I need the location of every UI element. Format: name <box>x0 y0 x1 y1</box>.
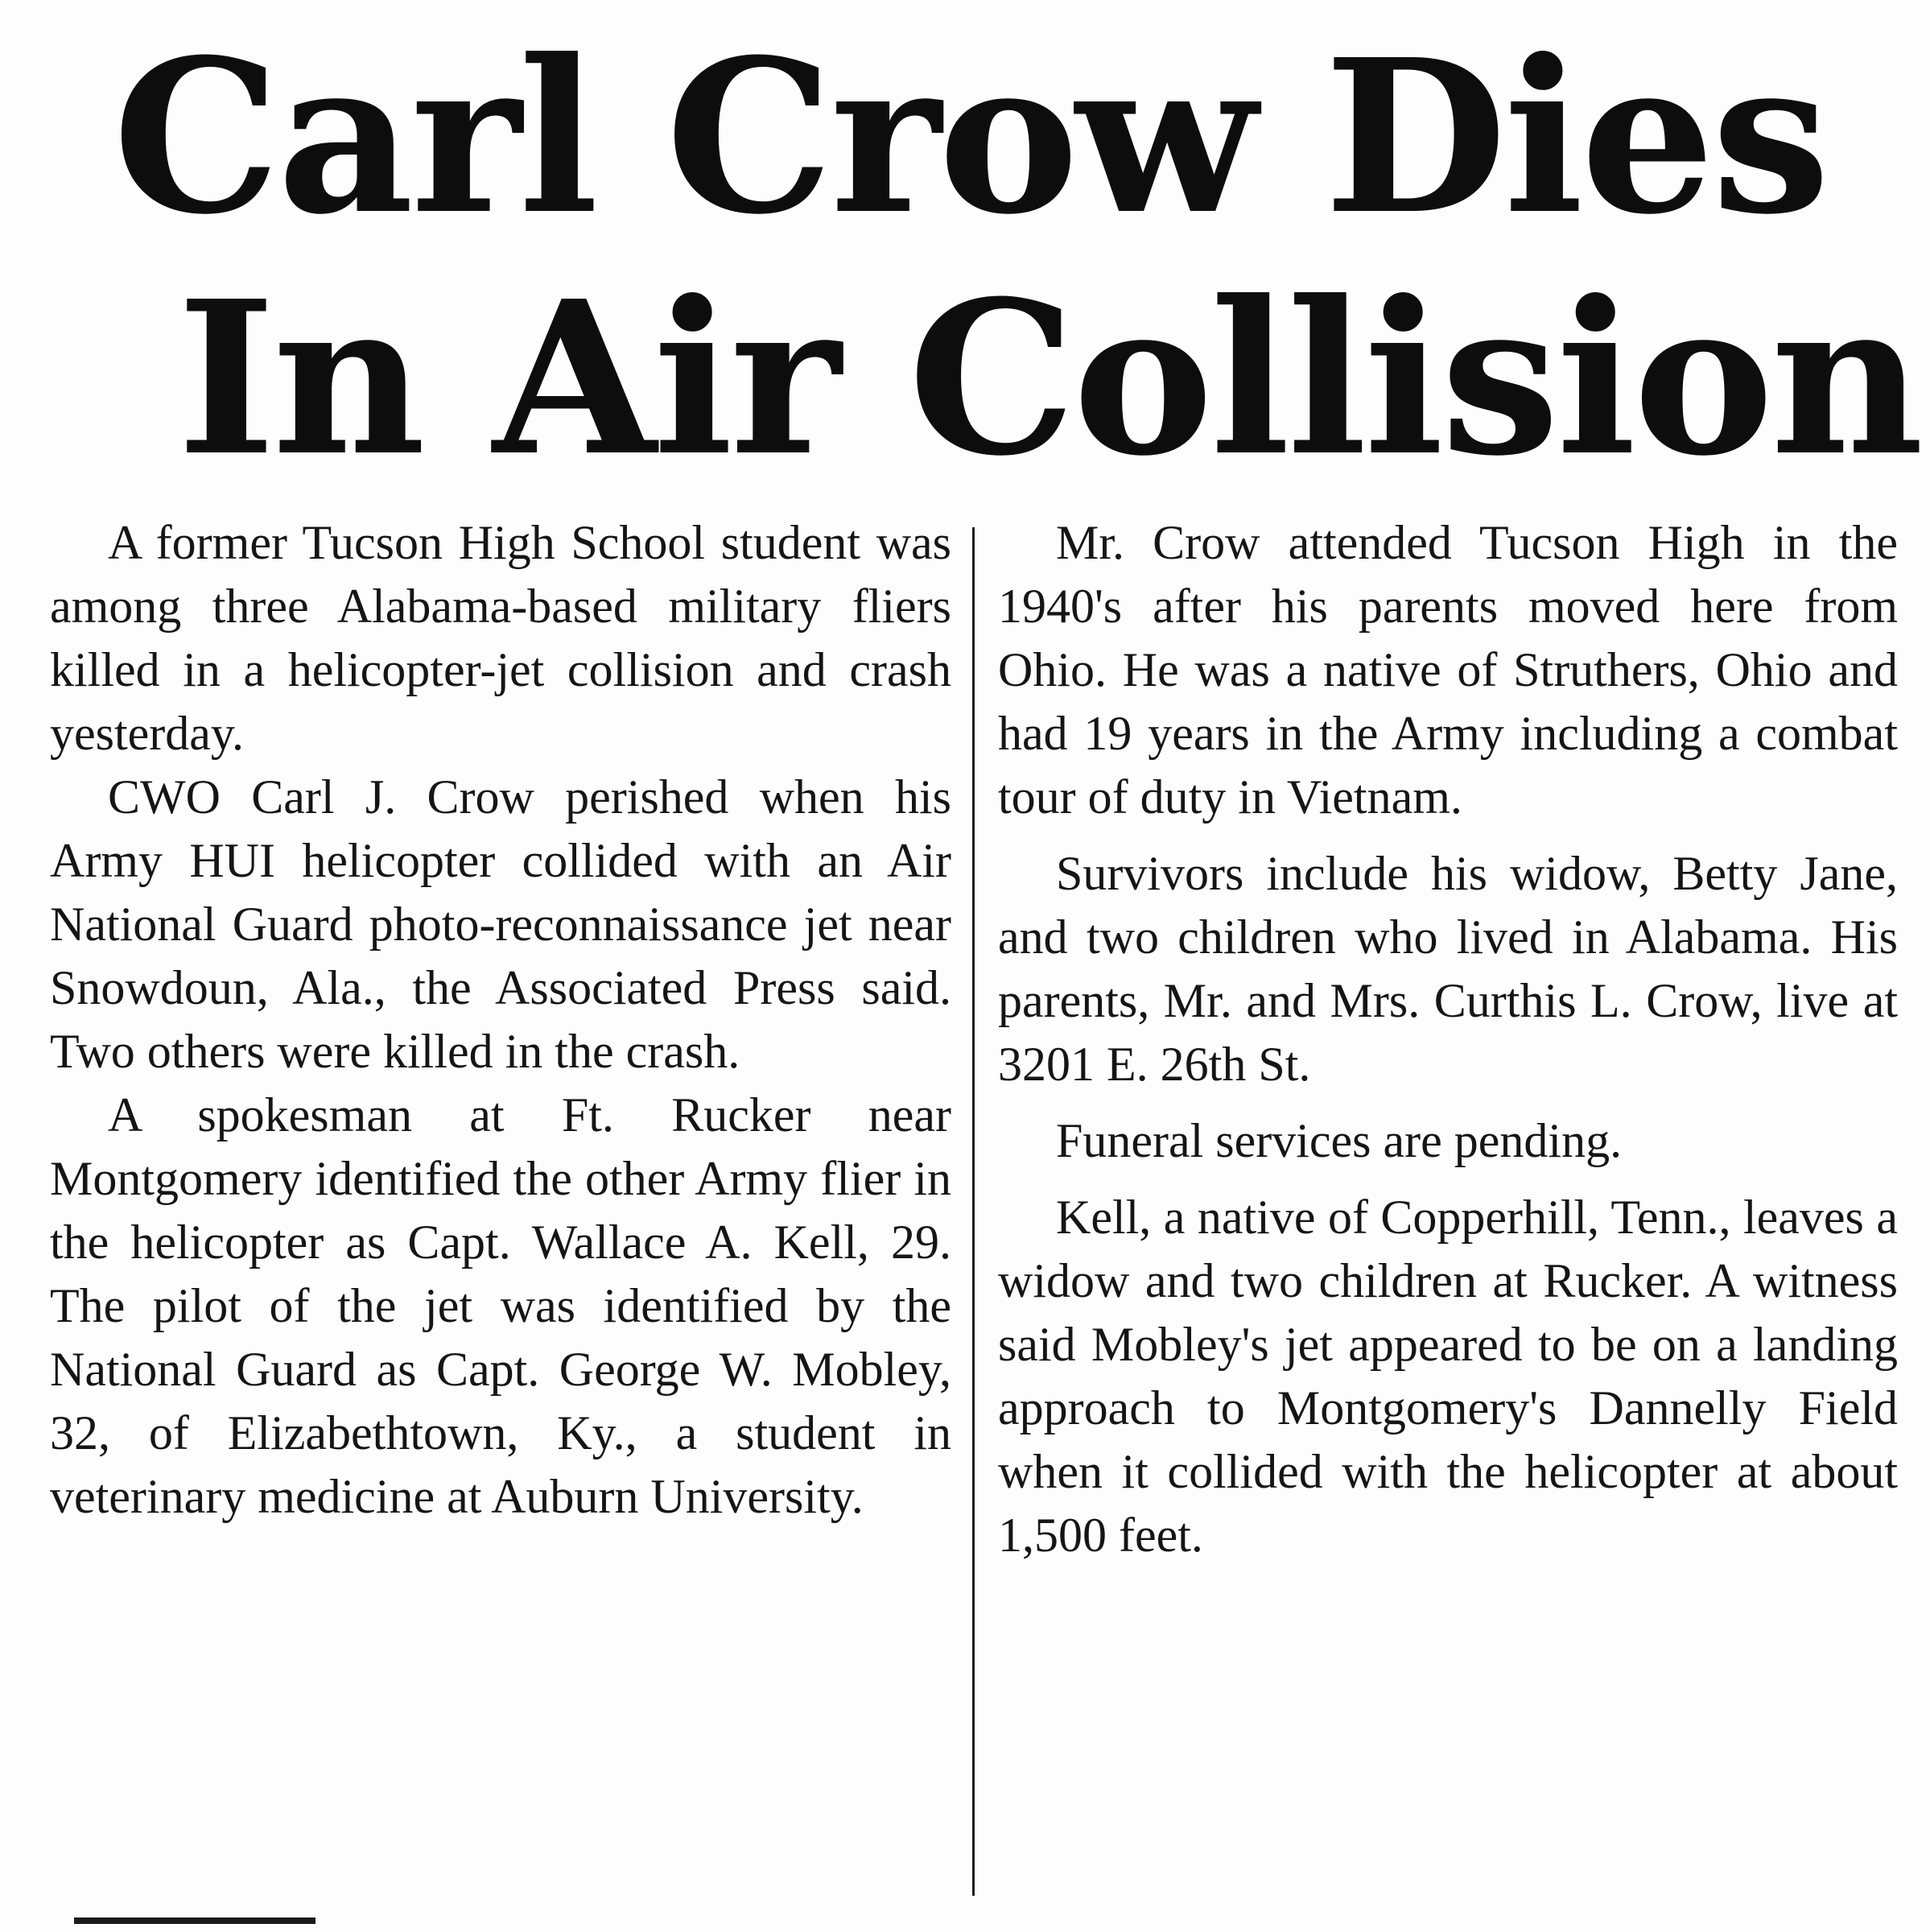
right-column <box>998 511 1898 1567</box>
paragraph: Funeral services are pending. <box>1056 1114 1623 1167</box>
headline-line-2: In Air Collision <box>177 254 1921 502</box>
paragraph: A spokesman at Ft. Rucker near Montgomery identified the other Army flier in the helicopter as Capt. Wallace A. Kell, 29. The pilot of the jet was identified by the National Guard as Capt. George W. Mobley, 32, of Elizabethtown, Ky., a student in veterinary medicine at Auburn University. <box>50 1088 951 1523</box>
paragraph: Survivors include his widow, Betty Jane, and two children who lived in Alabama. His parents, Mr. and Mrs. Curthis L. Crow, live at 3201 E. 26th St. <box>998 847 1898 1091</box>
column-divider <box>972 527 975 1896</box>
paragraph: Kell, a native of Copperhill, Tenn., leaves a widow and two children at Rucker. A witness said Mobley's jet appeared to be on a landing approach to Montgomery's Dannelly Field when it collided with the helicopter at about 1,500 feet. <box>998 1191 1898 1562</box>
paragraph: CWO Carl J. Crow perished when his Army HUI helicopter collided with an Air National Guard photo-reconnaissance jet near Snowdoun, Ala., the Associated Press said. Two others were killed in the crash. <box>50 770 951 1078</box>
bottom-divider <box>74 1918 315 1924</box>
headline <box>113 13 1921 502</box>
paragraph: A former Tucson High School student was among three Alabama-based military fliers killed in a helicopter-jet collision and crash yesterday. <box>50 516 951 760</box>
paragraph: Mr. Crow attended Tucson High in the 1940's after his parents moved here from Ohio. He was a native of Struthers, Ohio and had 19 years in the Army including a combat tour of duty in Vietnam. <box>998 516 1898 824</box>
headline-line-1: Carl Crow Dies <box>113 13 1828 261</box>
left-column <box>50 511 951 1529</box>
